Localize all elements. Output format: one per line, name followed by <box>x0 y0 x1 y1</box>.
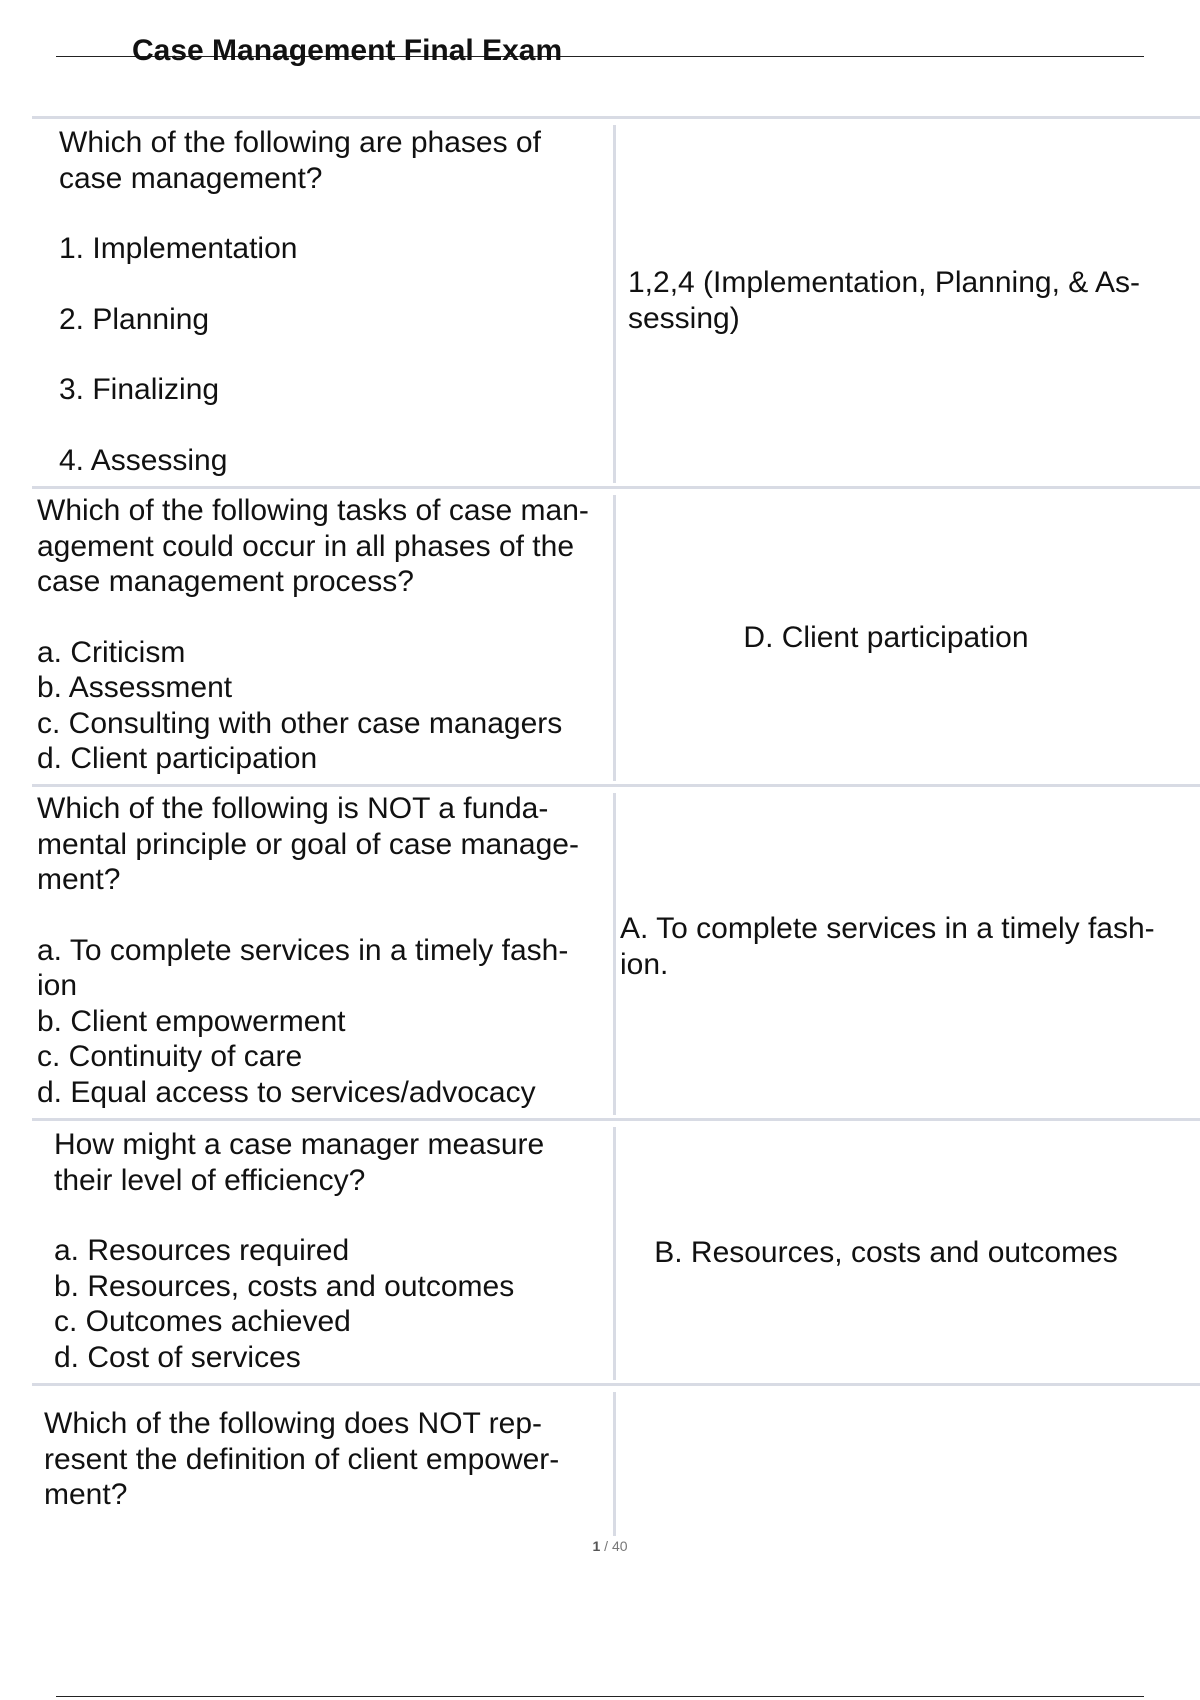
question-line: Which of the following does NOT rep- <box>44 1407 543 1440</box>
question-line: ment? <box>37 863 121 896</box>
table-row <box>32 116 1200 489</box>
option: b. Assessment <box>37 671 233 704</box>
option: c. Outcomes achieved <box>54 1305 351 1338</box>
option: 3. Finalizing <box>59 373 220 406</box>
page-indicator <box>0 1538 1200 1554</box>
question-line: agement could occur in all phases of the <box>37 529 574 563</box>
document-title: Case Management Final Exam <box>132 34 563 67</box>
option: b. Client empowerment <box>37 1004 346 1038</box>
question-line: their level of efficiency? <box>54 1163 366 1197</box>
option: d. Equal access to services/advocacy <box>37 1075 536 1109</box>
page-current: 1 <box>592 1538 601 1554</box>
option: a. To complete services in a timely fash- <box>37 933 569 967</box>
option: 2. Planning <box>59 302 210 336</box>
option: a. Resources required <box>54 1234 350 1267</box>
question-cell <box>54 1127 624 1375</box>
question-line: Which of the following tasks of case man- <box>37 494 589 527</box>
question-line: ment? <box>44 1478 128 1511</box>
table-row <box>32 784 1200 1121</box>
question-line: Which of the following are phases of <box>59 126 541 159</box>
question-cell <box>37 791 607 1110</box>
option: 4. Assessing <box>59 443 228 477</box>
column-divider <box>613 793 616 1115</box>
answer-line: A. To complete services in a timely fash- <box>620 912 1155 945</box>
answer-line: B. Resources, costs and outcomes <box>654 1236 1118 1269</box>
page-total: 40 <box>611 1538 628 1554</box>
answer-cell <box>616 1235 1156 1271</box>
answer-line: ion. <box>620 948 669 981</box>
answer-cell <box>628 265 1140 337</box>
footer-rule <box>56 1696 1144 1697</box>
answer-line: sessing) <box>628 302 740 335</box>
column-divider <box>613 1392 616 1536</box>
option: c. Continuity of care <box>37 1040 303 1073</box>
option: a. Criticism <box>37 635 186 669</box>
column-divider <box>613 125 616 483</box>
answer-line: 1,2,4 (Implementation, Planning, & As- <box>628 266 1140 299</box>
page-separator: / <box>604 1538 609 1554</box>
table-row <box>32 1383 1200 1536</box>
question-cell <box>37 493 607 777</box>
option: d. Client participation <box>37 742 318 775</box>
question-line: mental principle or goal of case manage- <box>37 827 579 861</box>
option: b. Resources, costs and outcomes <box>54 1269 515 1303</box>
question-line: case management? <box>59 161 323 195</box>
answer-cell <box>616 620 1156 656</box>
question-line: case management process? <box>37 565 414 598</box>
question-line: Which of the following is NOT a funda- <box>37 792 549 825</box>
question-line: How might a case manager measure <box>54 1128 545 1161</box>
answer-line: D. Client participation <box>743 621 1029 654</box>
option: 1. Implementation <box>59 232 298 265</box>
table-row <box>32 486 1200 787</box>
option: d. Cost of services <box>54 1340 301 1374</box>
question-cell <box>44 1406 614 1513</box>
question-line: resent the definition of client empower- <box>44 1442 560 1476</box>
answer-cell <box>620 911 1155 983</box>
question-cell <box>59 125 629 478</box>
option: ion <box>37 969 78 1002</box>
option: c. Consulting with other case managers <box>37 706 563 740</box>
table-row <box>32 1118 1200 1386</box>
